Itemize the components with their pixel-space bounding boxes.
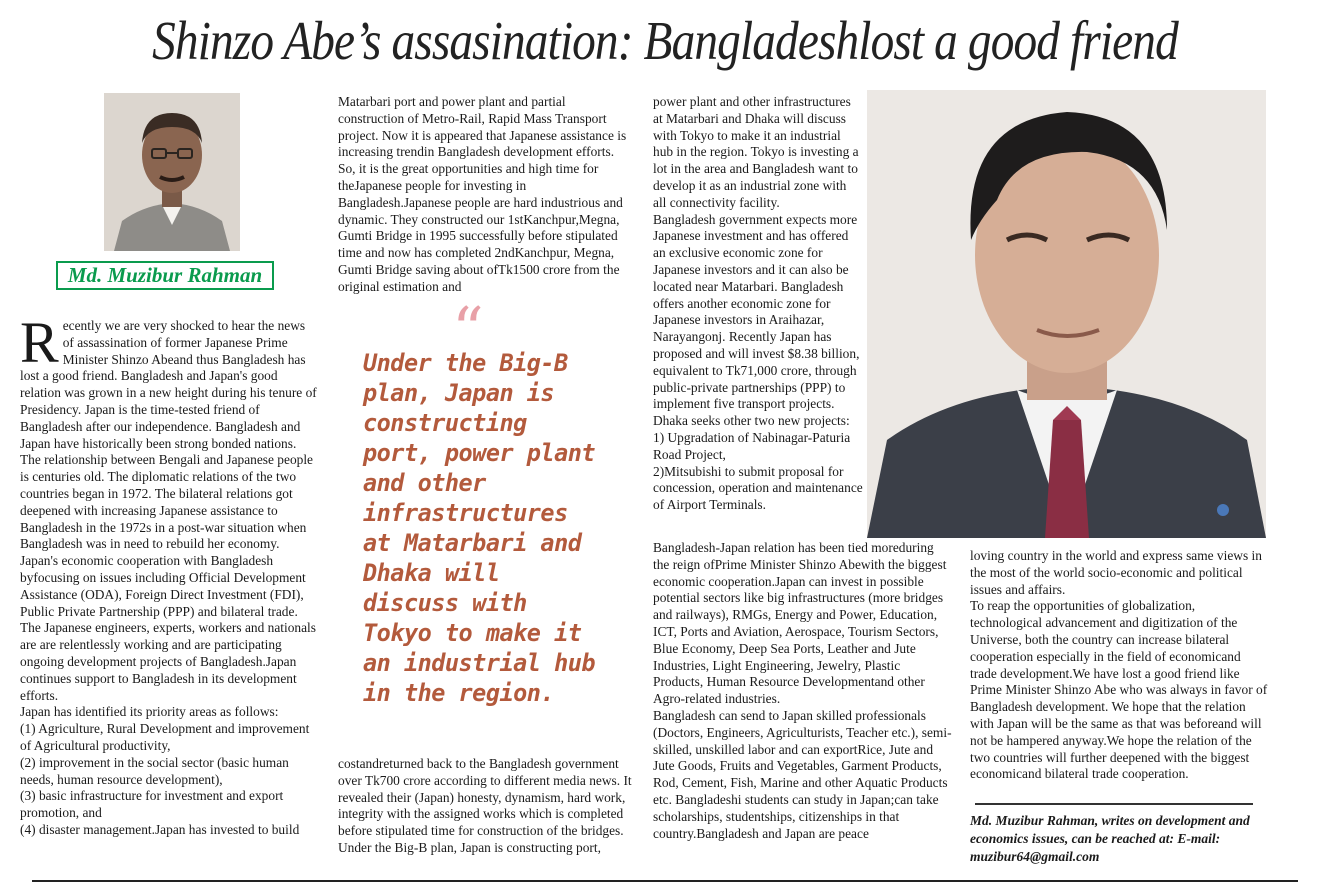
author-bio: Md. Muzibur Rahman, writes on development and economics issues, can be reached at: E-mail: muzibur64@gmail.com <box>970 813 1250 864</box>
author-name-band <box>56 261 274 290</box>
col1-list-item-1: (1) Agriculture, Rural Development and improvement of Agricultural productivity, <box>20 721 310 753</box>
quote-mark-icon: “ <box>452 293 484 366</box>
col2-bottom-paragraph: costandreturned back to the Bangladesh government over Tk700 crore according to different media news. It revealed their (Japan) honesty, dynamism, hard work, integrity with the assigned works which is completed before stipulated time for construction of the bridges. Under the Big-B plan, Japan is constructing port, <box>338 756 632 855</box>
column-2-top <box>338 94 634 296</box>
bio-divider <box>975 803 1253 805</box>
pull-quote: Under the Big-B plan, Japan is constructing port, power plant and other infrastructures at Matarbari and Dhaka will discuss with Tokyo to make it an industrial hub in the region. <box>363 349 596 707</box>
col2-top-paragraph: Matarbari port and power plant and partial construction of Metro-Rail, Rapid Mass Transport project. Now it is appeared that Japanese assistance is increasing trendin Bangladesh development efforts. So, it is the great opportunities and high time for theJapanese people for investing in Bangladesh.Japanese people are hard industrious and dynamic. They constructed our 1stKanchpur,Megna, Gumti Bridge in 1995 successfully before stipulated time and now has completed 2ndKanchpur, Megna, Gumti Bridge saving about ofTk1500 crore from the original estimation and <box>338 94 627 294</box>
column-3-wide <box>653 540 953 842</box>
column-1 <box>20 310 318 839</box>
col3-paragraph-1: power plant and other infrastructures at Matarbari and Dhaka will discuss with Tokyo to make it an industrial hub in the region. Tokyo is investing a lot in the area and Bangladesh want to develop it as an industrial zone with all connectivity facility. <box>653 94 859 210</box>
col1-list-item-4: (4) disaster management.Japan has invested to build <box>20 821 300 837</box>
author-name: Md. Muzibur Rahman <box>58 263 272 288</box>
col1-list-item-3: (3) basic infrastructure for investment and export promotion, and <box>20 788 284 821</box>
author-photo <box>104 93 240 251</box>
column-2-bottom <box>338 756 634 857</box>
col1-list-item-2: (2) improvement in the social sector (basic human needs, human resource development), <box>20 754 289 787</box>
column-3-narrow <box>653 94 863 514</box>
col3-paragraph-3: Dhaka seeks other two new projects: <box>653 413 850 429</box>
col3-paragraph-5: Bangladesh can send to Japan skilled professionals (Doctors, Engineers, Agriculturists, Teacher etc.), semi-skilled, unskilled labor and can exportRice, Jute and Jute Goods, Fruits and Vegetables, Garment Products, Rod, Cement, Fish, Marine and other Aquatic Products etc. Bangladeshi students can study in Japan;can take scholarships, studentships, citizenships in that country.Bangladesh and Japan are peace <box>653 707 952 841</box>
col1-paragraph-2: Japan's economic cooperation with Bangladesh byfocusing on issues including Official Development Assistance (ODA), Foreign Direct Investment (FDI), Public Private Partnership (PPP) and bilateral trade. The Japanese engineers, experts, workers and nationals are are relentlessly working and are participating ongoing development projects of Bangladesh.Japan continues support to Bangladesh in its development efforts. <box>20 553 316 703</box>
headline: Shinzo Abe’s assasination: Bangladeshlost a good friend <box>152 10 1178 71</box>
bottom-divider <box>32 880 1298 882</box>
col1-paragraph-3: Japan has identified its priority areas as follows: <box>20 704 279 720</box>
col3-paragraph-2: Bangladesh government expects more Japanese investment and has offered an exclusive economic zone for Japanese investors and it can also be located near Matarbari. Bangladesh offers another economic zone for Japanese investors in Araihazar, Narayangonj. Recently Japan has proposed and will invest $8.38 billion, equivalent to Tk71,000 crore, through public-private partnerships (PPP) to implement five transport projects. <box>653 211 860 412</box>
shinzo-abe-photo <box>867 90 1266 538</box>
col3-paragraph-4: Bangladesh-Japan relation has been tied moreduring the reign ofPrime Minister Shinzo Abewith the biggest economic cooperation.Japan can invest in possible potential sectors like big infrastructures (more bridges and railways), RMGs, Energy and Power, Education, ICT, Ports and Aviation, Aerospace, Tourism Sectors, Blue Economy, Deep Sea Ports, Leather and Jute Industries, Light Engineering, Jewelry, Plastic Products, Human Resource Developmentand other Agro-related industries. <box>653 540 947 707</box>
col1-lead: ecently we are very shocked to hear the news of assassination of former Japanese Prime Minister Shinzo Abeand thus Bangladesh has lost a good friend. Bangladesh and Japan's good relation was grown in a new height during his tenure of Presidency. Japan is the time-tested friend of Bangladesh after our independence. Bangladesh and Japan have historically been strong bonded nations. The relationship between Bengali and Japanese people is centuries old. The diplomatic relations of the two countries began in 1972. The bilateral relations got deepened with increasing Japanese assistance to Bangladesh in the 1972s in a post-war situation when Bangladesh was in need to rebuild her economy. <box>20 318 317 552</box>
col3-list-item-2: 2)Mitsubishi to submit proposal for concession, operation and maintenance of Airport Terminals. <box>653 463 863 513</box>
column-4 <box>970 548 1270 783</box>
col4-paragraph-1: loving country in the world and express same views in the most of the world socio-economic and political issues and affairs. <box>970 548 1262 597</box>
col3-list-item-1: 1) Upgradation of Nabinagar-Paturia Road Project, <box>653 429 851 462</box>
col4-paragraph-2: To reap the opportunities of globalization, technological advancement and digitization of the Universe, both the country can increase bilateral cooperation especially in the field of economicand trade development.We have lost a good friend like Prime Minister Shinzo Abe who was always in favor of Bangladesh development. We hope that the relation with Japan will be the same as that was beforeand will not be hampered anyway.We hope the relation of the two countries will further deepened with the biggest economicand bilateral trade cooperation. <box>970 598 1268 782</box>
drop-cap: R <box>20 310 59 375</box>
